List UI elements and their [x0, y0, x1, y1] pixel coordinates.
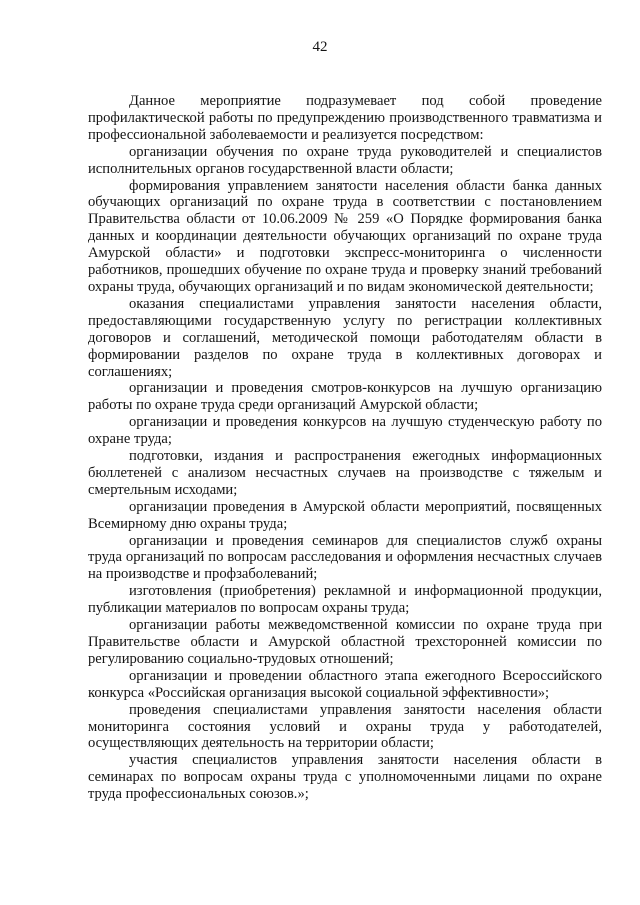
list-item: организации работы межведомственной комиссии по охране труда при Правительстве области и Амурской областной трехсторонней комиссии по регулированию социально-трудовых отношений;: [88, 617, 602, 667]
paragraph-intro: Данное мероприятие подразумевает под собой проведение профилактической работы по предупреждению производственного травматизма и профессиональной заболеваемости и реализуется посредством:: [88, 93, 602, 143]
list-item: участия специалистов управления занятости населения области в семинарах по вопросам охраны труда с уполномоченными лицами по охране труда профессиональных союзов.»;: [88, 752, 602, 803]
page-number: 42: [312, 39, 328, 55]
list-item: оказания специалистами управления занятости населения области, предоставляющими государственную услугу по регистрации коллективных договоров и соглашений, методической помощи работодателям области в формировании разделов по охране труда в коллективных договорах и соглашениях;: [88, 295, 602, 380]
list-item: изготовления (приобретения) рекламной и информационной продукции, публикации материалов по вопросам охраны труда;: [88, 583, 602, 617]
list-item: проведения специалистами управления занятости населения области мониторинга состояния условий и охраны труда у работодателей, осуществляющих деятельность на территории области;: [88, 701, 602, 752]
list-item: организации и проведении областного этапа ежегодного Всероссийского конкурса «Российская организация высокой социальной эффективности»;: [88, 667, 602, 701]
list-item: организации обучения по охране труда руководителей и специалистов исполнительных органов государственной власти области;: [88, 143, 602, 177]
list-item: подготовки, издания и распространения ежегодных информационных бюллетеней с анализом несчастных случаев на производстве с тяжелым и смертельным исходами;: [88, 448, 602, 498]
list-item: формирования управлением занятости населения области банка данных обучающих организаций по охране труда в соответствии с постановлением Правительства области от 10.06.2009 № 259 «О Порядке формирования банка данных и координации деятельности обучающих организаций по охране труда Амурской области» и подготовки экспресс-мониторинга о численности работников, прошедших обучение по охране труда и проверку знаний требований охраны труда, обучающих организаций и по видам экономической деятельности;: [88, 177, 602, 295]
list-item: организации и проведения смотров-конкурсов на лучшую организацию работы по охране труда среди организаций Амурской области;: [88, 380, 602, 414]
list-item: организации и проведения семинаров для специалистов служб охраны труда организаций по вопросам расследования и оформления несчастных случаев на производстве и профзаболеваний;: [88, 532, 602, 583]
body-text: [88, 93, 602, 803]
list-item: организации и проведения конкурсов на лучшую студенческую работу по охране труда;: [88, 414, 602, 448]
list-item: организации проведения в Амурской области мероприятий, посвященных Всемирному дню охраны труда;: [88, 498, 602, 532]
